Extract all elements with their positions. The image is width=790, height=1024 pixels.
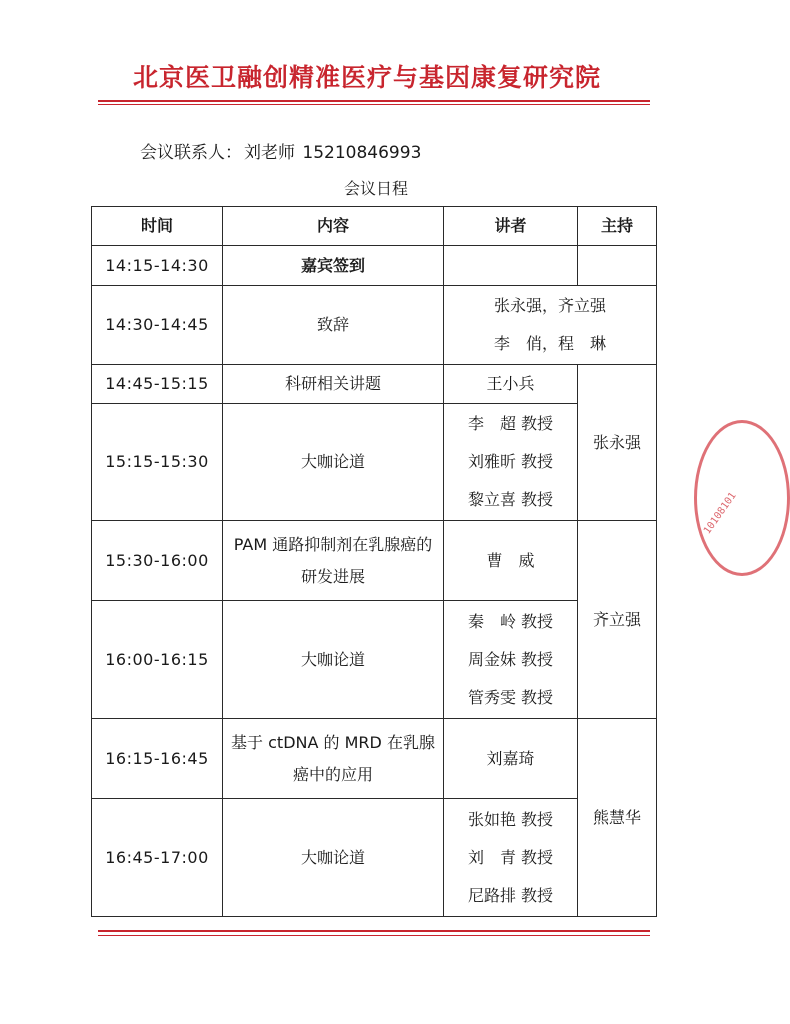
content-cell: 科研相关讲题	[223, 365, 444, 404]
header-time: 时间	[92, 207, 223, 246]
time-cell: 16:45-17:00	[92, 799, 223, 917]
host-cell: 齐立强	[578, 521, 657, 719]
header-content: 内容	[223, 207, 444, 246]
header-divider-thin	[98, 104, 650, 105]
seal-text: 10108101	[702, 490, 739, 537]
time-cell: 16:00-16:15	[92, 601, 223, 719]
content-cell: 大咖论道	[223, 601, 444, 719]
speaker-name: 黎立喜 教授	[467, 490, 554, 509]
speaker-cell: 王小兵	[444, 365, 578, 404]
speaker-name: 李 俏，程 琳	[493, 334, 606, 353]
time-cell: 16:15-16:45	[92, 719, 223, 799]
footer-divider	[98, 930, 650, 932]
speaker-name: 周金妹 教授	[467, 649, 554, 669]
table-row	[92, 799, 657, 917]
time-cell: 15:15-15:30	[92, 404, 223, 521]
host-cell: 熊慧华	[578, 719, 657, 917]
table-row	[92, 601, 657, 719]
header-divider	[98, 100, 650, 102]
speaker-name: 刘雅昕 教授	[467, 452, 554, 471]
speaker-name: 管秀雯 教授	[467, 687, 554, 707]
speaker-name: 李 超 教授	[467, 414, 554, 433]
speaker-name: 尼路排 教授	[467, 885, 554, 905]
table-row	[92, 719, 657, 799]
contact-name: 刘老师	[244, 143, 295, 163]
speaker-name: 刘 青 教授	[467, 847, 554, 867]
header-host: 主持	[578, 207, 657, 246]
time-cell: 14:15-14:30	[92, 246, 223, 286]
speaker-cell	[444, 286, 657, 365]
table-row	[92, 521, 657, 601]
speaker-cell	[444, 404, 578, 521]
host-cell	[578, 246, 657, 286]
table-row	[92, 365, 657, 404]
time-cell: 14:30-14:45	[92, 286, 223, 365]
table-row	[92, 286, 657, 365]
time-cell: 14:45-15:15	[92, 365, 223, 404]
content-cell: 大咖论道	[223, 404, 444, 521]
speaker-cell	[444, 246, 578, 286]
content-cell: 致辞	[223, 286, 444, 365]
content-cell: PAM 通路抑制剂在乳腺癌的研发进展	[223, 521, 444, 601]
table-row	[92, 404, 657, 521]
time-cell: 15:30-16:00	[92, 521, 223, 601]
header-speaker: 讲者	[444, 207, 578, 246]
contact-phone: 15210846993	[302, 143, 422, 163]
speaker-name: 张永强，齐立强	[493, 296, 606, 315]
contact-line	[140, 138, 423, 163]
speaker-cell: 刘嘉琦	[444, 719, 578, 799]
schedule-title: 会议日程	[343, 179, 408, 198]
speaker-cell: 曹 威	[444, 521, 578, 601]
content-cell: 基于 ctDNA 的 MRD 在乳腺癌中的应用	[223, 719, 444, 799]
footer-divider-thin	[98, 935, 650, 936]
content-cell: 嘉宾签到	[223, 246, 444, 286]
official-seal	[694, 420, 790, 576]
host-cell: 张永强	[578, 365, 657, 521]
speaker-cell	[444, 601, 578, 719]
contact-label: 会议联系人：	[140, 143, 242, 163]
table-row	[92, 246, 657, 286]
speaker-name: 张如艳 教授	[467, 809, 554, 829]
speaker-cell	[444, 799, 578, 917]
table-header-row	[92, 207, 657, 246]
content-cell: 大咖论道	[223, 799, 444, 917]
agenda-table	[91, 206, 657, 917]
speaker-name: 秦 岭 教授	[467, 611, 554, 631]
institute-title: 北京医卫融创精准医疗与基因康复研究院	[132, 63, 601, 92]
